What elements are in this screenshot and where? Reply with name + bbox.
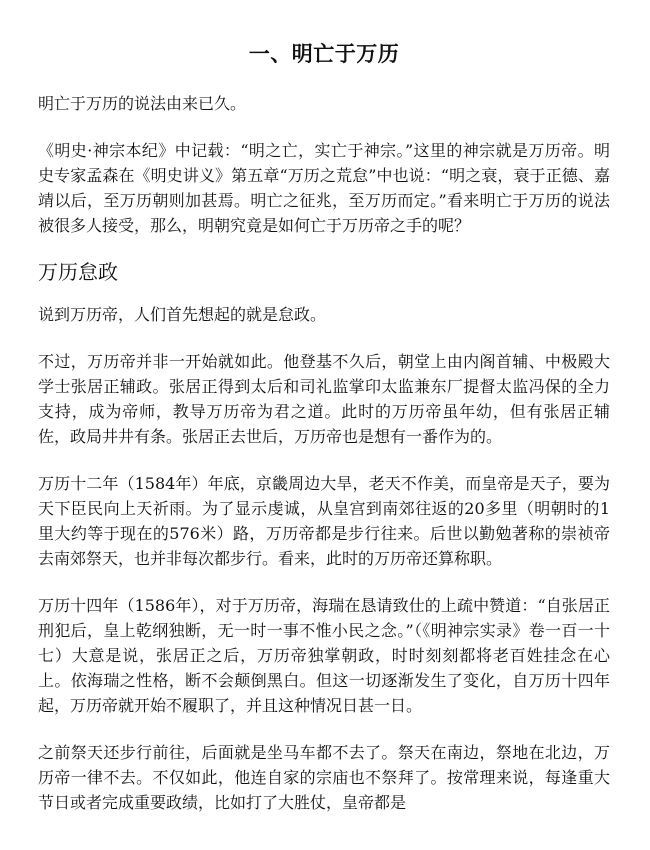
paragraph-section-2: 不过，万历帝并非一开始就如此。他登基不久后，朝堂上由内阁首辅、中极殿大学士张居正辅政。张居正得到太后和司礼监掌印太监兼东厂提督太监冯保的全力支持，成为帝师，教导万历帝为君之道。此时的万历帝虽年幼，但有张居正辅佐，政局井井有条。张居正去世后，万历帝也是想有一番作为的。	[38, 352, 610, 446]
page-title: 一、明亡于万历	[248, 41, 400, 66]
paragraph-intro-2: 《明史·神宗本纪》中记载：“明之亡，实亡于神宗。”这里的神宗就是万历帝。明史专家孟森在《明史讲义》第五章“万历之荒怠”中也说：“明之衰，衰于正德、嘉靖以后，至万历朝则加甚焉。明亡之征兆，至万历而定。”看来明亡于万历的说法被很多人接受，那么，明朝究竟是如何亡于万历帝之手的呢？	[38, 141, 610, 235]
paragraph-section-1: 说到万历帝，人们首先想起的就是怠政。	[38, 305, 327, 324]
paragraph-intro-1: 明亡于万历的说法由来已久。	[38, 94, 247, 113]
paragraph-section-4: 万历十四年（1586年），对于万历帝，海瑞在恳请致仕的上疏中赞道：“自张居正刑犯后，皇上乾纲独断，无一时一事不惟小民之念。”（《明神宗实录》卷一百一十七）大意是说，张居正之后，万历帝独掌朝政，时时刻刻都将老百姓挂念在心上。依海瑞之性格，断不会颠倒黑白。但这一切逐渐发生了变化，自万历十四年起，万历帝就开始不履职了，并且这种情况日甚一日。	[38, 596, 610, 715]
section-heading: 万历怠政	[38, 260, 118, 284]
paragraph-section-5: 之前祭天还步行前往，后面就是坐马车都不去了。祭天在南边，祭地在北边，万历帝一律不去。不仅如此，他连自家的宗庙也不祭拜了。按常理来说，每逢重大节日或者完成重要政绩，比如打了大胜仗，皇帝都是	[38, 743, 610, 812]
paragraph-section-3: 万历十二年（1584年）年底，京畿周边大旱，老天不作美，而皇帝是天子，要为天下臣民向上天祈雨。为了显示虔诚，从皇宫到南郊往返的20多里（明朝时的1里大约等于现在的576米）路，万历帝都是步行往来。后世以勤勉著称的崇祯帝去南郊祭天，也并非每次都步行。看来，此时的万历帝还算称职。	[38, 474, 610, 568]
